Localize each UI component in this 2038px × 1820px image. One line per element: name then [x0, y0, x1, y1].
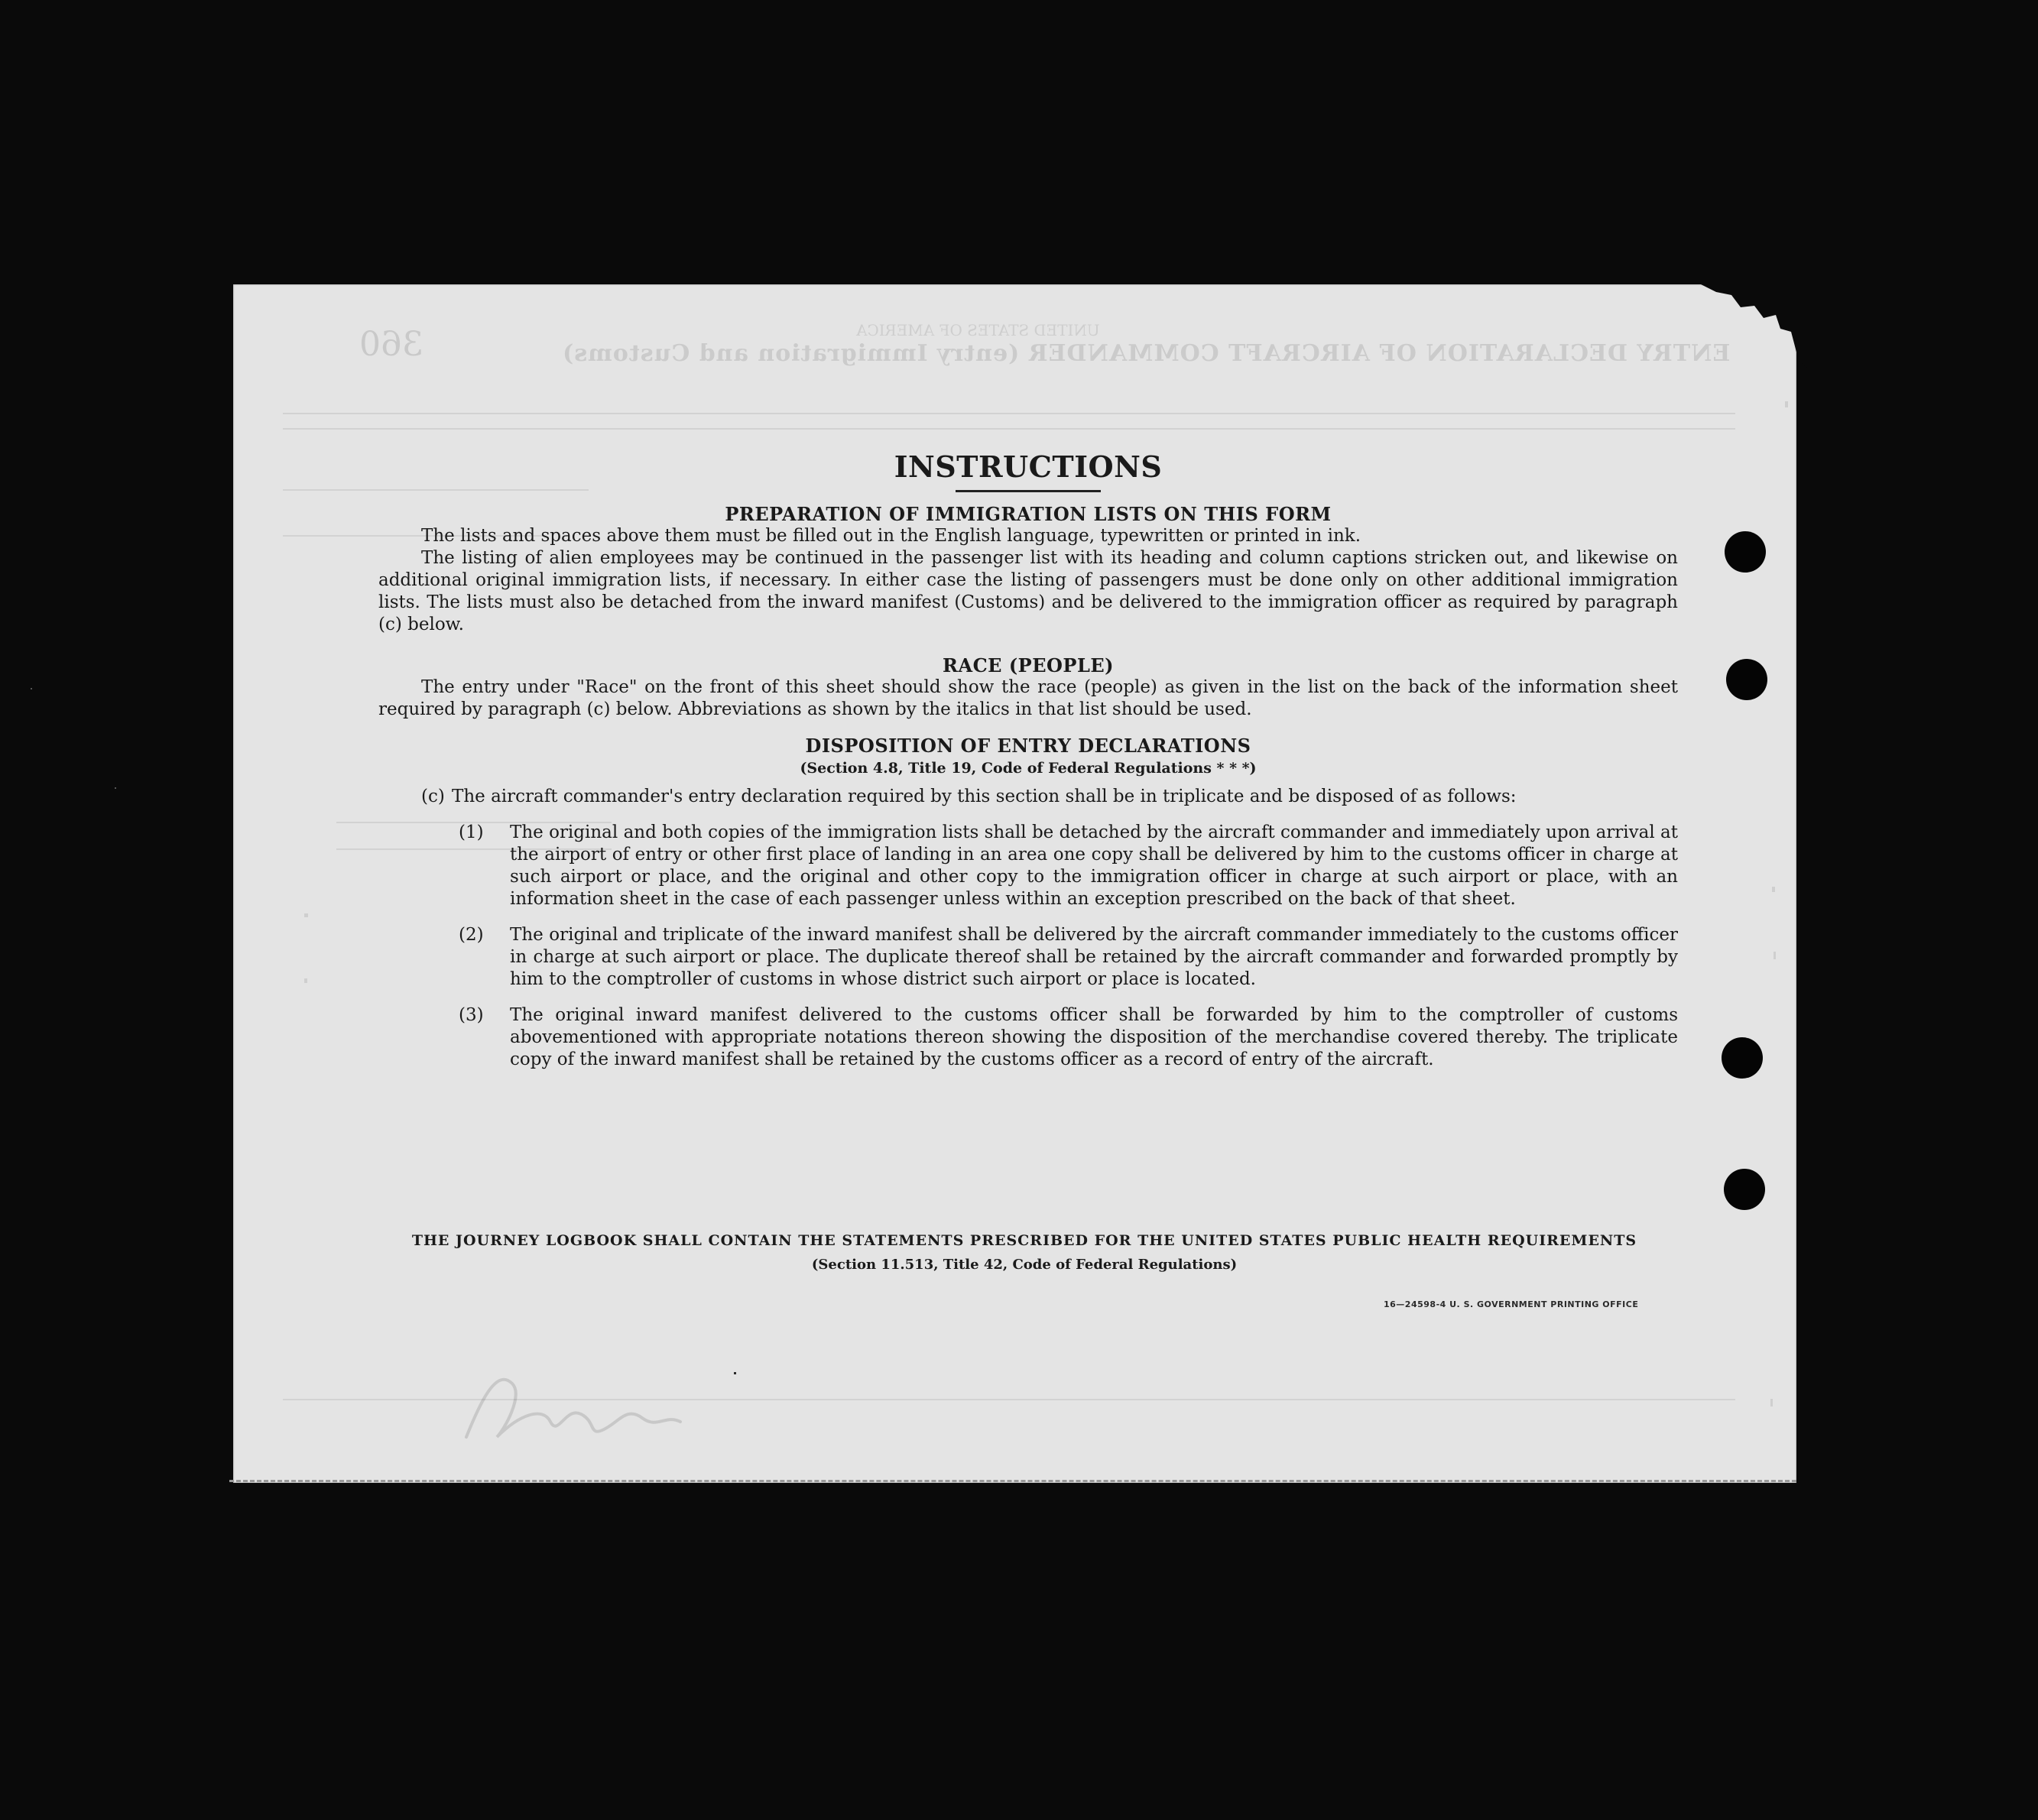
list-item [378, 1004, 1678, 1071]
scan-speck [115, 787, 116, 789]
scan-speck [1772, 887, 1775, 892]
bleed-through-rule [283, 413, 1735, 414]
instructions-body [378, 443, 1678, 1071]
punch-hole [1724, 1169, 1765, 1210]
spacer [378, 636, 1678, 654]
item-number: (2) [459, 925, 484, 945]
bleed-through-header-line1: UNITED STATES OF AMERICA [856, 321, 1100, 339]
perforation-edge [229, 1480, 1796, 1482]
paragraph: The listing of alien employees may be continued in the passenger list with its heading and column captions stricken out, and likewise on additional original immigration lists, if necessary. In either case the listing of passengers must be done only on other additional immigration lists. The lists must also be detached from the inward manifest (Customs) and be delivered to the immigration officer as required by paragraph (c) below. [378, 548, 1678, 634]
scan-speck [1774, 952, 1776, 959]
printing-office-imprint: 16—24598-4 U. S. GOVERNMENT PRINTING OFFICE [1384, 1299, 1639, 1309]
item-text: The original inward manifest delivered to the customs officer shall be forwarded by him to the comptroller of customs abovementioned with appropriate notations thereon showing the disposition of the merchandise covered thereby. The triplicate copy of the inward manifest shall be retained by the customs officer as a record of entry of the aircraft. [510, 1005, 1678, 1069]
item-text: The original and triplicate of the inward manifest shall be delivered by the aircraft commander immediately to the customs officer in charge at such airport or place. The duplicate thereof shall be retained by the aircraft commander and forwarded promptly by him to the comptroller of customs in whose district such airport or place is located. [510, 925, 1678, 989]
item-text: The original and both copies of the immigration lists shall be detached by the aircraft commander and immediately upon arrival at the airport of entry or other first place of landing in an area one copy shall be delivered by him to the customs officer in charge at such airport or place, and the original and other copy to the immigration officer in charge at such airport or place, with an information sheet in the case of each passenger unless within an exception prescribed on the back of that sheet. [510, 822, 1678, 909]
section-heading-disposition: DISPOSITION OF ENTRY DECLARATIONS [805, 735, 1251, 757]
bleed-through-rule [283, 428, 1735, 430]
item-number: (c) [421, 787, 445, 806]
list-item [378, 822, 1678, 910]
punch-hole [1726, 659, 1767, 700]
punch-hole [1725, 531, 1766, 573]
scan-speck [1770, 1399, 1773, 1406]
punch-hole [1722, 1037, 1763, 1079]
section-heading-preparation: PREPARATION OF IMMIGRATION LISTS ON THIS FORM [725, 503, 1332, 525]
title-underline [956, 490, 1101, 492]
bleed-through-header-line2: ENTRY DECLARATION OF AIRCRAFT COMMANDER (entry Immigration and Customs) [562, 340, 1731, 367]
scan-speck [304, 978, 307, 983]
signature-bleed-through [451, 1353, 711, 1460]
scan-speck [304, 913, 308, 917]
section-subheading-cfr: (Section 4.8, Title 19, Code of Federal Regulations * * *) [800, 760, 1257, 777]
bleed-through-form-number: 360 [359, 325, 424, 364]
paragraph: The lists and spaces above them must be filled out in the English language, typewritten or printed in ink. [421, 526, 1361, 546]
scan-speck [1785, 401, 1788, 407]
logbook-requirement-subheading: (Section 11.513, Title 42, Code of Federal Regulations) [811, 1257, 1238, 1273]
scan-speck [31, 688, 32, 689]
paragraph-c [378, 786, 1678, 808]
logbook-requirement-heading: THE JOURNEY LOGBOOK SHALL CONTAIN THE STATEMENTS PRESCRIBED FOR THE UNITED STATES PUBLIC HEALTH REQUIREMENTS [411, 1232, 1637, 1249]
scan-speck [734, 1372, 736, 1374]
item-number: (3) [459, 1005, 484, 1025]
section-heading-race: RACE (PEOPLE) [943, 654, 1114, 676]
list-item [378, 924, 1678, 991]
paragraph: The entry under "Race" on the front of this sheet should show the race (people) as given in the list on the back of the information sheet required by paragraph (c) below. Abbreviations as shown by the italics in that list should be used. [378, 677, 1678, 719]
spacer [378, 721, 1678, 735]
instructions-title: INSTRUCTIONS [894, 449, 1163, 484]
item-number: (1) [459, 822, 484, 842]
item-text: The aircraft commander's entry declaration required by this section shall be in triplicate and be disposed of as follows: [452, 787, 1517, 806]
